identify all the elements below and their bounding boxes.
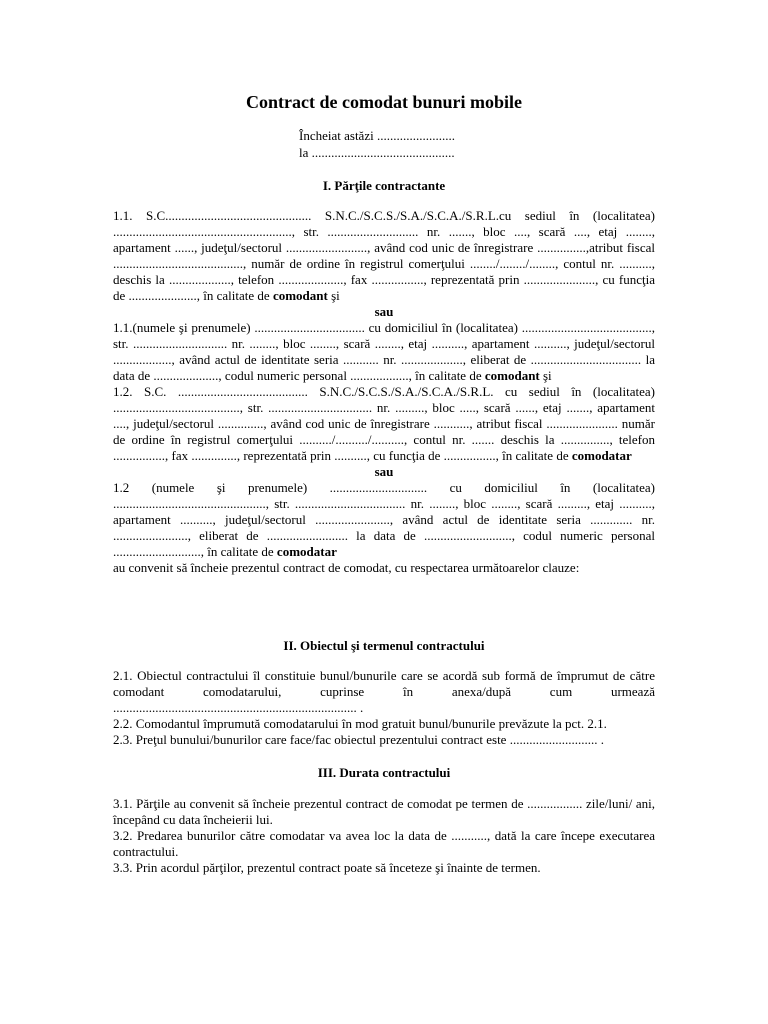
section-heading-duration: III. Durata contractului [317, 765, 451, 780]
document-title: Contract de comodat bunuri mobile [246, 92, 522, 112]
clause-3-3: 3.3. Prin acordul părţilor, prezentul contract poate să înceteze şi înainte de termen. [113, 860, 541, 875]
concluded-place-line: la ............................................ [299, 145, 455, 160]
or-separator: sau [374, 464, 394, 479]
clause-3-1: 3.1. Părţile au convenit să încheie prezentul contract de comodat pe termen de ................. zile/luni/ ani, începând cu data încheierii lui. [113, 796, 655, 827]
section-duration-body [113, 796, 655, 876]
section-parties-body [113, 208, 655, 576]
clause-2-3: 2.3. Preţul bunului/bunurilor care face/fac obiectul prezentului contract este ........................... . [113, 732, 604, 747]
or-separator: sau [374, 304, 394, 319]
clause-2-1: 2.1. Obiectul contractului îl constituie bunul/bunurile care se acordă sub formă de împrumut de către comodant comodatarului, cuprinse în anexa/după cum urmează ........................................................................... . [113, 668, 655, 715]
clause-3-2: 3.2. Predarea bunurilor către comodatar va avea loc la data de ..........., dată la care începe executarea contractului. [113, 828, 655, 859]
party-1-2-person: 1.2 (numele şi prenumele) .............................. cu domiciliul în (localitatea) ..............................................., str. .................................. nr. ........, bloc ........, scară ........., etaj .........., apartament .........., judeţul/sectorul ......................., având actul de identitate seria ............. nr. ......................., eliberat de ......................... la data de ..........................., codul numeric personal ..........................., în calitate de comodatar [113, 480, 655, 559]
concluded-date-line: Încheiat astăzi ........................ [299, 128, 455, 143]
party-1-1-person: 1.1.(numele şi prenumele) .................................. cu domiciliul în (localitatea) ........................................, str. ............................. nr. ........, bloc ........, scară ........, etaj .........., apartament .........., judeţul/sectorul .................., având actul de identitate seria ........... nr. ..................., eliberat de .................................. la data de ...................., codul numeric personal .................., în calitate de comodant şi [113, 320, 655, 383]
party-1-1-company: 1.1. S.C............................................. S.N.C./S.C.S./S.A./S.C.A./S.R.L.cu sediul în (localitatea) ......................................................., str. ............................ nr. ......., bloc ...., scară ...., etaj ........, apartament ......, judeţul/sectorul ........................., având cod unic de înregistrare ...............,atribut fiscal ........................................, număr de ordine în registrul comerţului ......../......../........, contul nr. .........., deschis la ..................., telefon ...................., fax ................, reprezentată prin ......................, cu funcţia de ....................., în calitate de comodant şi [113, 208, 655, 303]
clause-2-2: 2.2. Comodantul împrumută comodatarului în mod gratuit bunul/bunurile prevăzute la pct. 2.1. [113, 716, 607, 731]
section-heading-object: II. Obiectul şi termenul contractului [283, 638, 485, 653]
party-1-2-company: 1.2. S.C. ........................................ S.N.C./S.C.S./S.A./S.C.A./S.R.L. cu sediul în (localitatea) ......................................., str. ................................ nr. ........., bloc ....., scară ......, etaj ......., apartament ...., judeţul/sectorul .............., având cod unic de înregistrare ..........., atribut fiscal ...................... număr de ordine în registrul comerţului ........../........../.........., contul nr. ....... deschis la ..............., telefon ................, fax .............., reprezentată prin .........., cu funcţia de ................, în calitate de comodatar [113, 384, 655, 463]
section-heading-parties: I. Părţile contractante [322, 178, 446, 193]
section-object-body [113, 668, 655, 748]
parties-agreement-line: au convenit să încheie prezentul contract de comodat, cu respectarea următoarelor clauze: [113, 560, 580, 575]
